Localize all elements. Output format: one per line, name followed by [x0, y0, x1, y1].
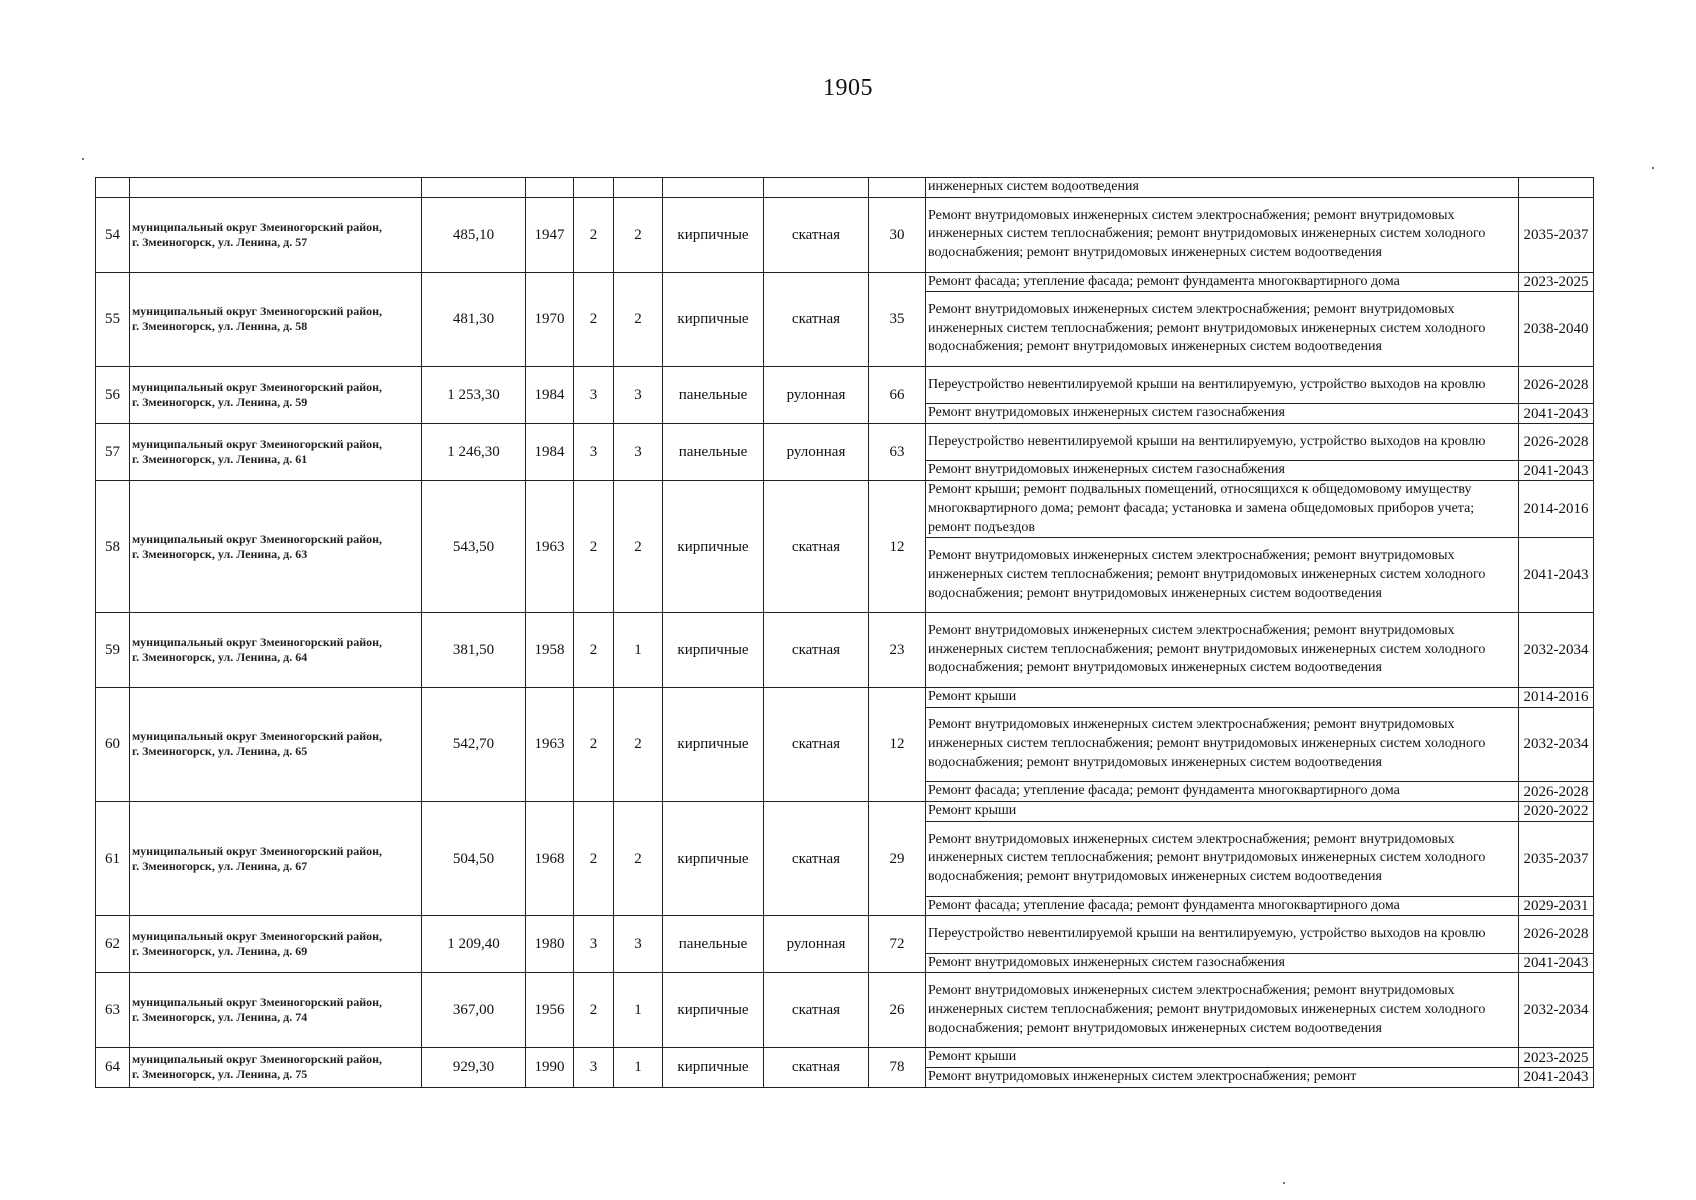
row-number-cell: 54	[96, 197, 130, 272]
count-cell: 63	[869, 424, 926, 481]
work-description-cell: инженерных систем водоотведения	[926, 178, 1519, 198]
table-row	[96, 687, 1594, 707]
roof-type-cell: скатная	[764, 197, 869, 272]
scan-speck	[1283, 1182, 1285, 1184]
table-row	[96, 916, 1594, 953]
row-number-cell: 61	[96, 802, 130, 916]
wall-material-cell: панельные	[663, 424, 764, 481]
row-number-cell: 60	[96, 687, 130, 801]
count-cell: 66	[869, 367, 926, 424]
row-number-cell: 58	[96, 481, 130, 613]
floors-min-cell: 2	[614, 197, 663, 272]
year-cell: 1958	[526, 613, 574, 688]
roof-type-cell: скатная	[764, 687, 869, 801]
address-line-street: г. Змеиногорск, ул. Ленина, д. 63	[132, 546, 308, 561]
year-cell	[526, 178, 574, 198]
wall-material-cell: кирпичные	[663, 197, 764, 272]
address-line-district: муниципальный округ Змеиногорский район,	[132, 843, 383, 858]
work-description-cell: Ремонт фасада; утепление фасада; ремонт фундамента многоквартирного дома	[926, 782, 1519, 802]
address-cell	[130, 481, 422, 613]
table-row	[96, 1048, 1594, 1068]
floors-max-cell: 3	[574, 916, 614, 973]
table-row	[96, 197, 1594, 272]
wall-material-cell: кирпичные	[663, 973, 764, 1048]
work-description-cell: Ремонт крыши	[926, 802, 1519, 822]
address-cell	[130, 1048, 422, 1087]
floors-max-cell: 3	[574, 367, 614, 424]
floors-max-cell: 3	[574, 1048, 614, 1087]
address-line-street: г. Змеиногорск, ул. Ленина, д. 74	[132, 1010, 308, 1025]
floors-max-cell: 2	[574, 687, 614, 801]
roof-type-cell: рулонная	[764, 424, 869, 481]
work-description-cell: Ремонт внутридомовых инженерных систем электроснабжения; ремонт внутридомовых инженерных систем теплоснабжения; ремонт внутридомовых инженерных систем холодного водоснабжения; ремонт внутридомовых инженерных систем водоотведения	[926, 538, 1519, 613]
work-description-cell: Ремонт внутридомовых инженерных систем электроснабжения; ремонт внутридомовых инженерных систем теплоснабжения; ремонт внутридомовых инженерных систем холодного водоснабжения; ремонт внутридомовых инженерных систем водоотведения	[926, 707, 1519, 782]
floors-max-cell: 2	[574, 272, 614, 367]
area-cell: 1 246,30	[422, 424, 526, 481]
work-description-cell: Ремонт крыши	[926, 1048, 1519, 1068]
address-cell	[130, 367, 422, 424]
row-number-cell	[96, 178, 130, 198]
wall-material-cell: кирпичные	[663, 1048, 764, 1087]
row-number-cell: 63	[96, 973, 130, 1048]
floors-min-cell: 2	[614, 272, 663, 367]
address-line-district: муниципальный округ Змеиногорский район,	[132, 729, 383, 744]
table-row	[96, 481, 1594, 538]
work-description-cell: Переустройство невентилируемой крыши на вентилируемую, устройство выходов на кровлю	[926, 424, 1519, 461]
work-period-cell: 2023-2025	[1519, 1048, 1594, 1068]
wall-material-cell: панельные	[663, 367, 764, 424]
floors-min-cell	[614, 178, 663, 198]
work-description-cell: Ремонт внутридомовых инженерных систем газоснабжения	[926, 461, 1519, 481]
year-cell: 1956	[526, 973, 574, 1048]
area-cell: 381,50	[422, 613, 526, 688]
year-cell: 1970	[526, 272, 574, 367]
count-cell	[869, 178, 926, 198]
year-cell: 1947	[526, 197, 574, 272]
work-description-cell: Ремонт внутридомовых инженерных систем электроснабжения; ремонт внутридомовых инженерных систем теплоснабжения; ремонт внутридомовых инженерных систем холодного водоснабжения; ремонт внутридомовых инженерных систем водоотведения	[926, 292, 1519, 367]
work-period-cell: 2029-2031	[1519, 896, 1594, 916]
work-period-cell	[1519, 178, 1594, 198]
year-cell: 1963	[526, 481, 574, 613]
area-cell: 543,50	[422, 481, 526, 613]
count-cell: 35	[869, 272, 926, 367]
year-cell: 1984	[526, 424, 574, 481]
roof-type-cell: скатная	[764, 481, 869, 613]
floors-min-cell: 2	[614, 802, 663, 916]
work-period-cell: 2023-2025	[1519, 272, 1594, 292]
table-row	[96, 802, 1594, 822]
area-cell: 481,30	[422, 272, 526, 367]
table-row	[96, 973, 1594, 1048]
address-line-street: г. Змеиногорск, ул. Ленина, д. 75	[132, 1067, 308, 1082]
roof-type-cell: скатная	[764, 973, 869, 1048]
address-line-street: г. Змеиногорск, ул. Ленина, д. 67	[132, 858, 308, 873]
row-number-cell: 62	[96, 916, 130, 973]
work-period-cell: 2026-2028	[1519, 424, 1594, 461]
scan-speck	[1652, 167, 1654, 169]
area-cell: 542,70	[422, 687, 526, 801]
count-cell: 30	[869, 197, 926, 272]
work-period-cell: 2032-2034	[1519, 707, 1594, 782]
wall-material-cell	[663, 178, 764, 198]
area-cell: 1 209,40	[422, 916, 526, 973]
wall-material-cell: кирпичные	[663, 687, 764, 801]
work-period-cell: 2041-2043	[1519, 404, 1594, 424]
address-cell	[130, 802, 422, 916]
address-line-district: муниципальный округ Змеиногорский район,	[132, 1052, 383, 1067]
work-description-cell: Ремонт фасада; утепление фасада; ремонт фундамента многоквартирного дома	[926, 272, 1519, 292]
roof-type-cell: скатная	[764, 272, 869, 367]
area-cell	[422, 178, 526, 198]
work-description-cell: Ремонт фасада; утепление фасада; ремонт фундамента многоквартирного дома	[926, 896, 1519, 916]
work-description-cell: Переустройство невентилируемой крыши на вентилируемую, устройство выходов на кровлю	[926, 367, 1519, 404]
count-cell: 72	[869, 916, 926, 973]
table-row	[96, 367, 1594, 404]
address-line-district: муниципальный округ Змеиногорский район,	[132, 531, 383, 546]
work-description-cell: Ремонт внутридомовых инженерных систем электроснабжения; ремонт внутридомовых инженерных систем теплоснабжения; ремонт внутридомовых инженерных систем холодного водоснабжения; ремонт внутридомовых инженерных систем водоотведения	[926, 197, 1519, 272]
row-number-cell: 57	[96, 424, 130, 481]
work-period-cell: 2041-2043	[1519, 953, 1594, 973]
address-cell	[130, 613, 422, 688]
area-cell: 485,10	[422, 197, 526, 272]
address-line-district: муниципальный округ Змеиногорский район,	[132, 380, 383, 395]
address-line-street: г. Змеиногорск, ул. Ленина, д. 58	[132, 319, 308, 334]
work-period-cell: 2026-2028	[1519, 782, 1594, 802]
row-number-cell: 59	[96, 613, 130, 688]
area-cell: 504,50	[422, 802, 526, 916]
roof-type-cell: рулонная	[764, 367, 869, 424]
floors-min-cell: 1	[614, 613, 663, 688]
wall-material-cell: кирпичные	[663, 613, 764, 688]
table-row	[96, 613, 1594, 688]
work-description-cell: Ремонт внутридомовых инженерных систем электроснабжения; ремонт внутридомовых инженерных систем теплоснабжения; ремонт внутридомовых инженерных систем холодного водоснабжения; ремонт внутридомовых инженерных систем водоотведения	[926, 821, 1519, 896]
address-cell	[130, 197, 422, 272]
work-period-cell: 2014-2016	[1519, 687, 1594, 707]
work-period-cell: 2014-2016	[1519, 481, 1594, 538]
address-line-street: г. Змеиногорск, ул. Ленина, д. 57	[132, 234, 308, 249]
floors-max-cell	[574, 178, 614, 198]
floors-min-cell: 3	[614, 424, 663, 481]
floors-max-cell: 2	[574, 197, 614, 272]
work-period-cell: 2032-2034	[1519, 613, 1594, 688]
year-cell: 1963	[526, 687, 574, 801]
work-description-cell: Ремонт крыши; ремонт подвальных помещений, относящихся к общедомовому имуществу многоквартирного дома; ремонт фасада; установка и замена общедомовых приборов учета; ремонт подъездов	[926, 481, 1519, 538]
area-cell: 367,00	[422, 973, 526, 1048]
work-period-cell: 2035-2037	[1519, 197, 1594, 272]
work-description-cell: Ремонт внутридомовых инженерных систем электроснабжения; ремонт	[926, 1067, 1519, 1087]
work-description-cell: Ремонт крыши	[926, 687, 1519, 707]
address-line-street: г. Змеиногорск, ул. Ленина, д. 61	[132, 452, 308, 467]
wall-material-cell: кирпичные	[663, 481, 764, 613]
work-description-cell: Ремонт внутридомовых инженерных систем электроснабжения; ремонт внутридомовых инженерных систем теплоснабжения; ремонт внутридомовых инженерных систем холодного водоснабжения; ремонт внутридомовых инженерных систем водоотведения	[926, 973, 1519, 1048]
year-cell: 1968	[526, 802, 574, 916]
address-line-district: муниципальный округ Змеиногорский район,	[132, 304, 383, 319]
table-row	[96, 272, 1594, 292]
scan-speck	[82, 158, 84, 160]
address-line-street: г. Змеиногорск, ул. Ленина, д. 65	[132, 744, 308, 759]
floors-min-cell: 2	[614, 481, 663, 613]
count-cell: 12	[869, 481, 926, 613]
floors-min-cell: 1	[614, 1048, 663, 1087]
work-description-cell: Ремонт внутридомовых инженерных систем газоснабжения	[926, 953, 1519, 973]
count-cell: 78	[869, 1048, 926, 1087]
address-line-district: муниципальный округ Змеиногорский район,	[132, 437, 383, 452]
address-line-street: г. Змеиногорск, ул. Ленина, д. 59	[132, 395, 308, 410]
work-period-cell: 2032-2034	[1519, 973, 1594, 1048]
floors-min-cell: 2	[614, 687, 663, 801]
wall-material-cell: панельные	[663, 916, 764, 973]
roof-type-cell: рулонная	[764, 916, 869, 973]
roof-type-cell: скатная	[764, 1048, 869, 1087]
area-cell: 1 253,30	[422, 367, 526, 424]
work-period-cell: 2038-2040	[1519, 292, 1594, 367]
address-cell	[130, 916, 422, 973]
wall-material-cell: кирпичные	[663, 272, 764, 367]
row-number-cell: 55	[96, 272, 130, 367]
work-period-cell: 2026-2028	[1519, 916, 1594, 953]
count-cell: 29	[869, 802, 926, 916]
floors-min-cell: 3	[614, 916, 663, 973]
address-line-district: муниципальный округ Змеиногорский район,	[132, 995, 383, 1010]
area-cell: 929,30	[422, 1048, 526, 1087]
address-line-street: г. Змеиногорск, ул. Ленина, д. 69	[132, 944, 308, 959]
table-row	[96, 424, 1594, 461]
roof-type-cell	[764, 178, 869, 198]
address-line-district: муниципальный округ Змеиногорский район,	[132, 634, 383, 649]
work-period-cell: 2020-2022	[1519, 802, 1594, 822]
address-line-district: муниципальный округ Змеиногорский район,	[132, 219, 383, 234]
floors-min-cell: 1	[614, 973, 663, 1048]
address-line-district: муниципальный округ Змеиногорский район,	[132, 929, 383, 944]
work-period-cell: 2041-2043	[1519, 1067, 1594, 1087]
overhaul-register-table	[95, 177, 1594, 1088]
count-cell: 23	[869, 613, 926, 688]
floors-max-cell: 3	[574, 424, 614, 481]
floors-max-cell: 2	[574, 973, 614, 1048]
row-number-cell: 64	[96, 1048, 130, 1087]
floors-max-cell: 2	[574, 802, 614, 916]
floors-max-cell: 2	[574, 613, 614, 688]
floors-min-cell: 3	[614, 367, 663, 424]
work-description-cell: Ремонт внутридомовых инженерных систем электроснабжения; ремонт внутридомовых инженерных систем теплоснабжения; ремонт внутридомовых инженерных систем холодного водоснабжения; ремонт внутридомовых инженерных систем водоотведения	[926, 613, 1519, 688]
work-description-cell: Переустройство невентилируемой крыши на вентилируемую, устройство выходов на кровлю	[926, 916, 1519, 953]
year-cell: 1990	[526, 1048, 574, 1087]
roof-type-cell: скатная	[764, 802, 869, 916]
work-period-cell: 2041-2043	[1519, 461, 1594, 481]
count-cell: 12	[869, 687, 926, 801]
year-cell: 1980	[526, 916, 574, 973]
roof-type-cell: скатная	[764, 613, 869, 688]
row-number-cell: 56	[96, 367, 130, 424]
address-cell	[130, 178, 422, 198]
table-row	[96, 178, 1594, 198]
wall-material-cell: кирпичные	[663, 802, 764, 916]
work-period-cell: 2035-2037	[1519, 821, 1594, 896]
year-cell: 1984	[526, 367, 574, 424]
work-period-cell: 2041-2043	[1519, 538, 1594, 613]
page-number: 1905	[823, 75, 873, 101]
address-cell	[130, 687, 422, 801]
address-cell	[130, 973, 422, 1048]
floors-max-cell: 2	[574, 481, 614, 613]
address-cell	[130, 424, 422, 481]
work-period-cell: 2026-2028	[1519, 367, 1594, 404]
work-description-cell: Ремонт внутридомовых инженерных систем газоснабжения	[926, 404, 1519, 424]
address-line-street: г. Змеиногорск, ул. Ленина, д. 64	[132, 649, 308, 664]
count-cell: 26	[869, 973, 926, 1048]
address-cell	[130, 272, 422, 367]
